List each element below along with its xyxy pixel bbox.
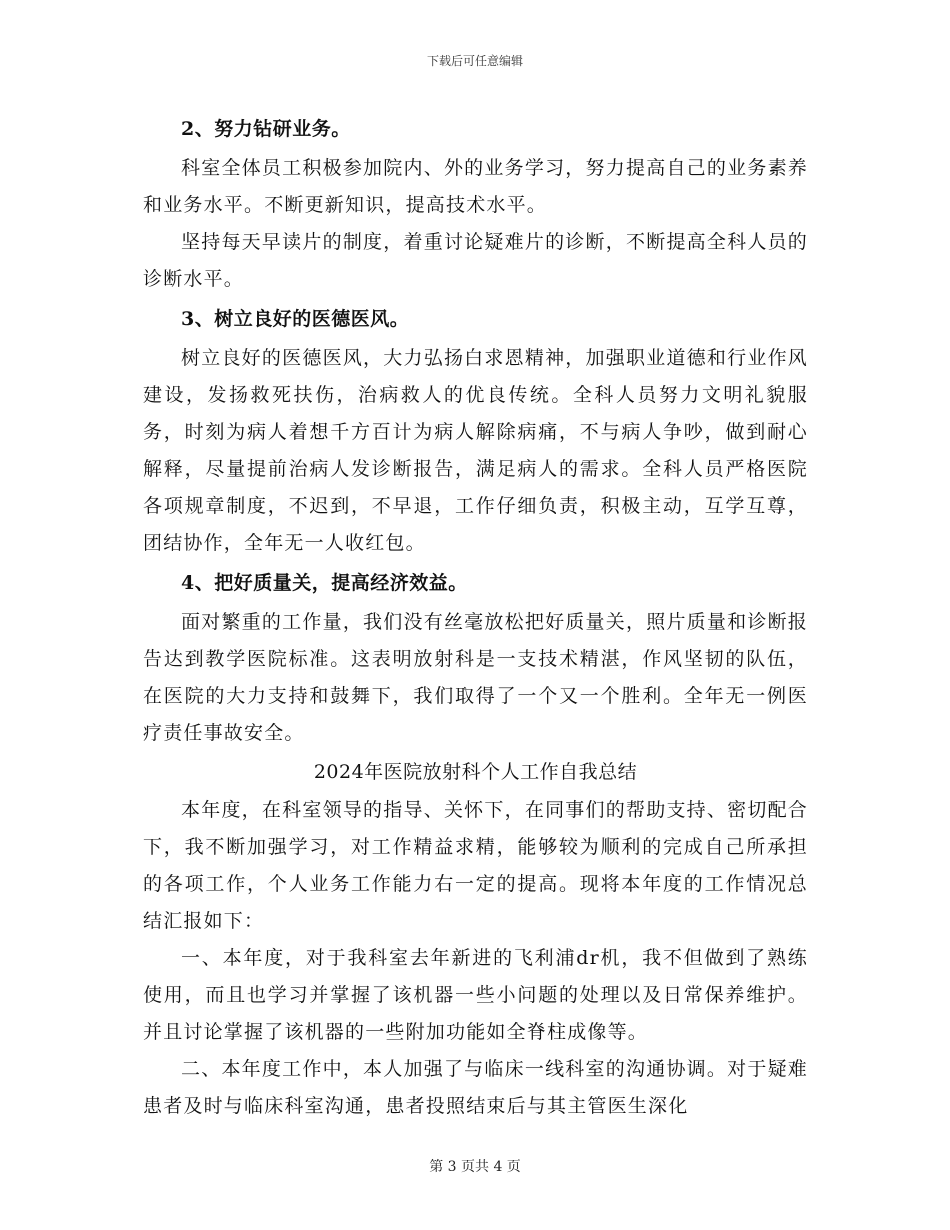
- paragraph-quality: 面对繁重的工作量，我们没有丝毫放松把好质量关，照片质量和诊断报告达到教学医院标准。这表明放射科是一支技术精湛，作风坚韧的队伍，在医院的大力支持和鼓舞下，我们取得了一个又一个胜利。全年无一例医疗责任事故安全。: [143, 611, 808, 744]
- paragraph-point-two: 二、本年度工作中，本人加强了与临床一线科室的沟通协调。对于疑难患者及时与临床科室沟通，患者投照结束后与其主管医生深化: [143, 1058, 808, 1117]
- paragraph-film-reading: 坚持每天早读片的制度，着重讨论疑难片的诊断，不断提高全科人员的诊断水平。: [143, 231, 808, 290]
- document-body: [143, 108, 808, 1125]
- section-heading-quality: 4、把好质量关，提高经济效益。: [181, 572, 468, 594]
- paragraph-ethics: 树立良好的医德医风，大力弘扬白求恩精神，加强职业道德和行业作风建设，发扬救死扶伤，治病救人的优良传统。全科人员努力文明礼貌服务，时刻为病人着想千方百计为病人解除病痛，不与病人争吵，做到耐心解释，尽量提前治病人发诊断报告，满足病人的需求。全科人员严格医院各项规章制度，不迟到，不早退，工作仔细负责，积极主动，互学互尊，团结协作，全年无一人收红包。: [143, 347, 808, 554]
- paragraph-intro: 本年度，在科室领导的指导、关怀下，在同事们的帮助支持、密切配合下，我不断加强学习，对工作精益求精，能够较为顺利的完成自己所承担的各项工作，个人业务工作能力右一定的提高。现将本年度的工作情况总结汇报如下：: [143, 799, 808, 932]
- page-header-note: 下载后可任意编辑: [426, 54, 523, 68]
- section-heading-research: 2、努力钻研业务。: [181, 118, 351, 140]
- section-heading-ethics: 3、树立良好的医德医风。: [181, 308, 410, 330]
- document-title: 2024年医院放射科个人工作自我总结: [313, 761, 638, 783]
- paragraph-point-one: 一、本年度，对于我科室去年新进的飞利浦dr机，我不但做到了熟练使用，而且也学习并掌握了该机器一些小问题的处理以及日常保养维护。并且讨论掌握了该机器的一些附加功能如全脊柱成像等。: [143, 947, 808, 1043]
- paragraph-study: 科室全体员工积极参加院内、外的业务学习，努力提高自己的业务素养和业务水平。不断更新知识，提高技术水平。: [143, 157, 808, 216]
- page-number-footer: 第 3 页共 4 页: [429, 1159, 521, 1175]
